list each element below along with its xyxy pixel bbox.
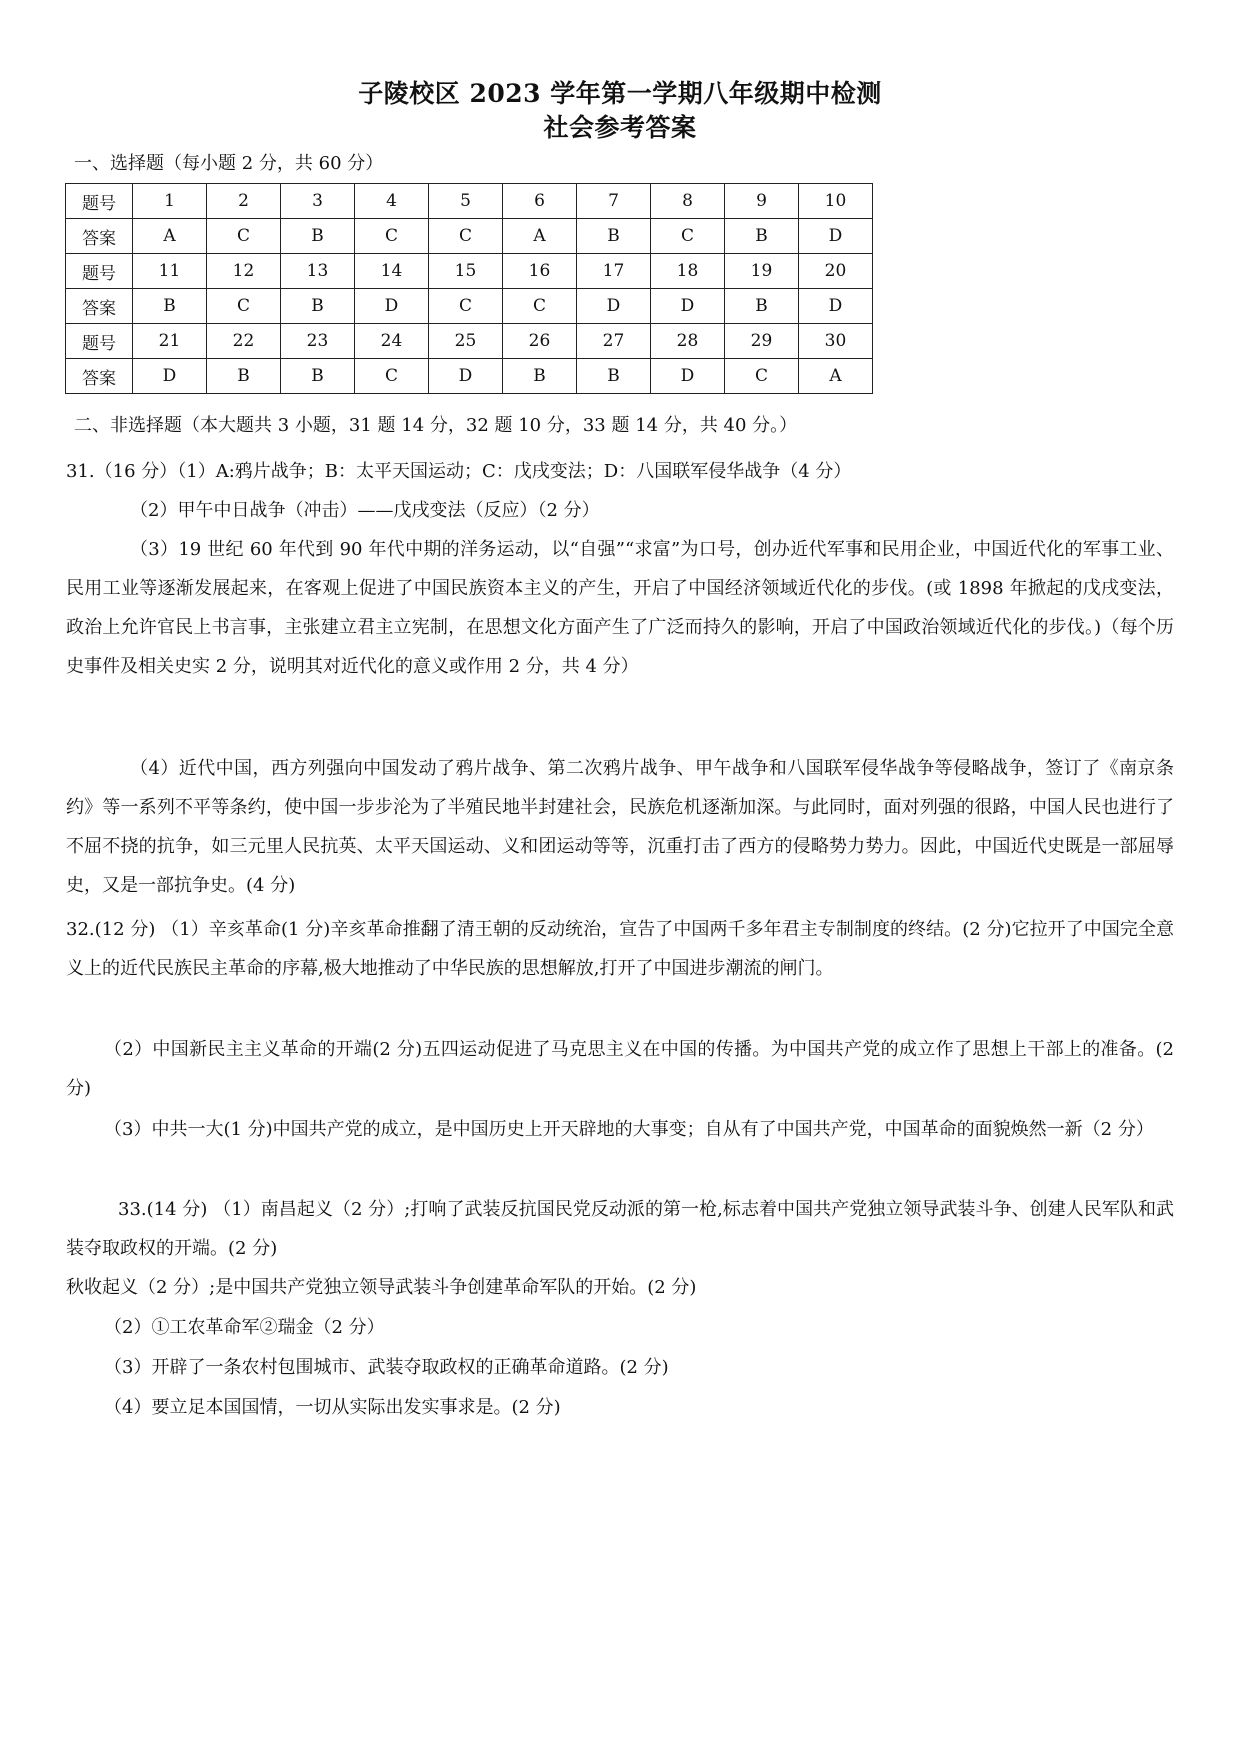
table-cell: 2 xyxy=(207,184,281,219)
table-cell: 21 xyxy=(133,324,207,359)
table-cell: 27 xyxy=(577,324,651,359)
table-cell: 19 xyxy=(725,254,799,289)
table-cell: 30 xyxy=(799,324,873,359)
table-cell: B xyxy=(133,289,207,324)
table-row xyxy=(66,289,873,324)
table-cell: 18 xyxy=(651,254,725,289)
table-cell: D xyxy=(799,289,873,324)
table-cell: C xyxy=(355,359,429,394)
table-cell: 25 xyxy=(429,324,503,359)
table-cell: 3 xyxy=(281,184,355,219)
table-cell: D xyxy=(651,289,725,324)
q31-part4: （4）近代中国，西方列强向中国发动了鸦片战争、第二次鸦片战争、甲午战争和八国联军侵华战争等侵略战争，签订了《南京条约》等一系列不平等条约，使中国一步步沦为了半殖民地半封建社会，民族危机逐渐加深。与此同时，面对列强的很路，中国人民也进行了不屈不挠的抗争，如三元里人民抗英、太平天国运动、义和团运动等等，沉重打击了西方的侵略势力势力。因此，中国近代史既是一部屈辱史，又是一部抗争史。(4 分) xyxy=(66,758,1174,896)
table-cell: C xyxy=(355,219,429,254)
table-cell: 7 xyxy=(577,184,651,219)
q32-part1: 32.(12 分) （1）辛亥革命(1 分)辛亥革命推翻了清王朝的反动统治，宣告了中国两千多年君主专制制度的终结。(2 分)它拉开了中国完全意义上的近代民族民主革命的序幕,极大地推动了中华民族的思想解放,打开了中国进步潮流的闸门。 xyxy=(66,919,1174,979)
table-cell: B xyxy=(281,359,355,394)
table-row-header: 题号 xyxy=(66,324,133,359)
q33-part4: （4）要立足本国国情，一切从实际出发实事求是。(2 分) xyxy=(104,1397,561,1418)
table-row-header: 题号 xyxy=(66,184,133,219)
table-cell: B xyxy=(503,359,577,394)
table-cell: C xyxy=(725,359,799,394)
table-cell: 1 xyxy=(133,184,207,219)
table-row-header: 题号 xyxy=(66,254,133,289)
table-cell: C xyxy=(207,219,281,254)
table-cell: B xyxy=(725,289,799,324)
table-cell: B xyxy=(725,219,799,254)
table-cell: 10 xyxy=(799,184,873,219)
section-nonchoice-heading: 二、非选择题（本大题共 3 小题，31 题 14 分，32 题 10 分，33 题 14 分，共 40 分。） xyxy=(74,415,798,436)
q33-part3: （3）开辟了一条农村包围城市、武装夺取政权的正确革命道路。(2 分) xyxy=(104,1357,669,1378)
q31-part3: （3）19 世纪 60 年代到 90 年代中期的洋务运动，以“自强”“求富”为口号，创办近代军事和民用企业，中国近代化的军事工业、民用工业等逐渐发展起来，在客观上促进了中国民族资本主义的产生，开启了中国经济领域近代化的步伐。(或 1898 年掀起的戊戌变法，政治上允许官民上书言事，主张建立君主立宪制，在思想文化方面产生了广泛而持久的影响，开启了中国政治领域近代化的步伐。)（每个历史事件及相关史实 2 分，说明其对近代化的意义或作用 2 分，共 4 分） xyxy=(66,539,1174,677)
table-cell: B xyxy=(281,219,355,254)
table-cell: 6 xyxy=(503,184,577,219)
table-cell: D xyxy=(355,289,429,324)
q33-part2: （2）①工农革命军②瑞金（2 分） xyxy=(104,1317,385,1338)
table-cell: D xyxy=(577,289,651,324)
q32-part2: （2）中国新民主主义革命的开端(2 分)五四运动促进了马克思主义在中国的传播。为中国共产党的成立作了思想上干部上的准备。(2 分) xyxy=(66,1039,1174,1099)
q31-part2: （2）甲午中日战争（冲击）——戊戌变法（反应）（2 分） xyxy=(130,500,600,521)
section-choice-heading: 一、选择题（每小题 2 分，共 60 分） xyxy=(74,153,384,174)
table-cell: D xyxy=(429,359,503,394)
table-cell: 12 xyxy=(207,254,281,289)
table-cell: C xyxy=(651,219,725,254)
table-cell: 8 xyxy=(651,184,725,219)
table-cell: C xyxy=(429,289,503,324)
table-cell: A xyxy=(799,359,873,394)
table-cell: 9 xyxy=(725,184,799,219)
choice-answer-table xyxy=(65,183,873,394)
table-row xyxy=(66,359,873,394)
table-cell: C xyxy=(429,219,503,254)
table-cell: C xyxy=(207,289,281,324)
table-cell: 22 xyxy=(207,324,281,359)
table-cell: 4 xyxy=(355,184,429,219)
table-cell: B xyxy=(281,289,355,324)
table-cell: 28 xyxy=(651,324,725,359)
table-row xyxy=(66,219,873,254)
table-row-header: 答案 xyxy=(66,359,133,394)
table-cell: D xyxy=(651,359,725,394)
table-cell: 14 xyxy=(355,254,429,289)
table-cell: 29 xyxy=(725,324,799,359)
table-row xyxy=(66,254,873,289)
table-cell: 24 xyxy=(355,324,429,359)
table-cell: 23 xyxy=(281,324,355,359)
q31-part1: 31.（16 分）（1）A:鸦片战争；B：太平天国运动；C：戊戌变法；D：八国联军侵华战争（4 分） xyxy=(66,461,852,482)
table-cell: 13 xyxy=(281,254,355,289)
table-cell: C xyxy=(503,289,577,324)
table-cell: D xyxy=(799,219,873,254)
table-cell: B xyxy=(577,359,651,394)
table-cell: B xyxy=(577,219,651,254)
table-row-header: 答案 xyxy=(66,289,133,324)
table-cell: 17 xyxy=(577,254,651,289)
page-subtitle: 社会参考答案 xyxy=(543,113,697,142)
table-row xyxy=(66,184,873,219)
table-cell: 11 xyxy=(133,254,207,289)
table-row xyxy=(66,324,873,359)
table-cell: 16 xyxy=(503,254,577,289)
table-cell: 15 xyxy=(429,254,503,289)
q33-part1-cont: 秋收起义（2 分）;是中国共产党独立领导武装斗争创建革命军队的开始。(2 分) xyxy=(66,1277,697,1298)
table-cell: 20 xyxy=(799,254,873,289)
table-cell: B xyxy=(207,359,281,394)
q33-part1: 33.(14 分) （1）南昌起义（2 分）;打响了武装反抗国民党反动派的第一枪,标志着中国共产党独立领导武装斗争、创建人民军队和武装夺取政权的开端。(2 分) xyxy=(66,1199,1174,1259)
table-cell: A xyxy=(503,219,577,254)
page-title: 子陵校区 2023 学年第一学期八年级期中检测 xyxy=(358,79,882,108)
table-cell: A xyxy=(133,219,207,254)
table-cell: 5 xyxy=(429,184,503,219)
table-cell: 26 xyxy=(503,324,577,359)
table-cell: D xyxy=(133,359,207,394)
q32-part3: （3）中共一大(1 分)中国共产党的成立，是中国历史上开天辟地的大事变；自从有了中国共产党，中国革命的面貌焕然一新（2 分） xyxy=(104,1119,1154,1140)
table-row-header: 答案 xyxy=(66,219,133,254)
